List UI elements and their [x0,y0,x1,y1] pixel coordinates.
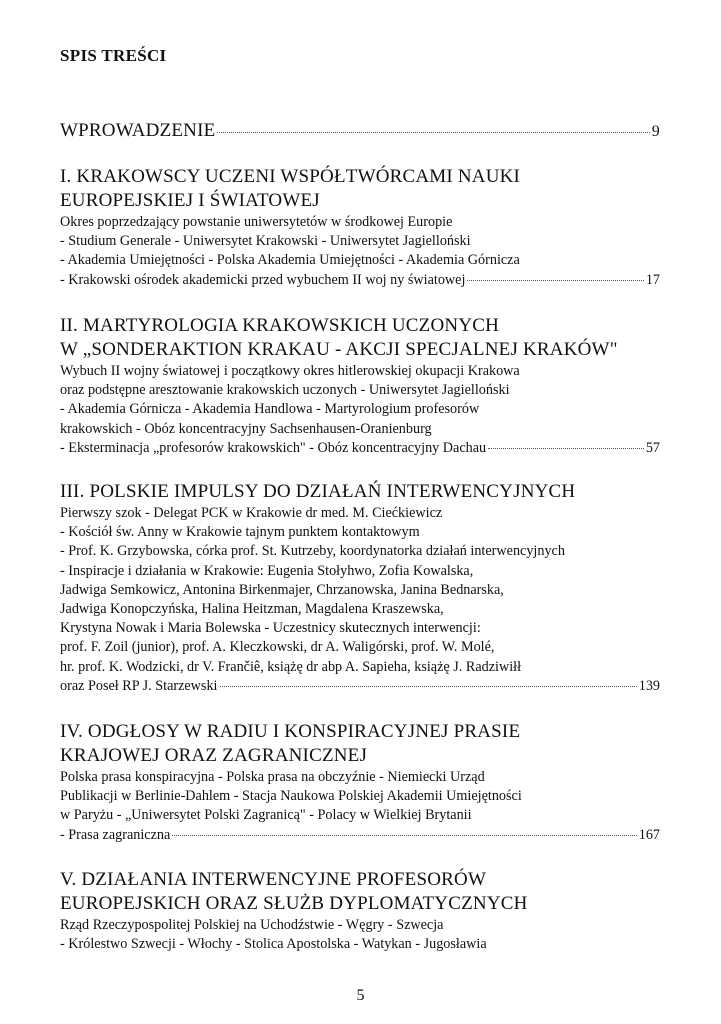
chapter-subtopics: Publikacji w Berlinie-Dahlem - Stacja Naukowa Polskiej Akademii Umiejętności [60,788,522,805]
dot-leader [217,132,649,133]
toc-entry-chapter-5 [60,868,660,954]
chapter-subtopics: - Studium Generale - Uniwersytet Krakowski - Uniwersytet Jagielloński [60,233,471,250]
chapter-subtopics: Jadwiga Semkowicz, Antonina Birkenmajer, Chrzanowska, Janina Bednarska, [60,581,504,598]
chapter-heading: EUROPEJSKICH ORAZ SŁUŻB DYPLOMATYCZNYCH [60,893,528,914]
toc-line [60,439,660,458]
page-footer-number: 5 [356,987,365,1004]
chapter-subtopics: - Prof. K. Grzybowska, córka prof. St. Kutrzeby, koordynatorka działań interwencyjnych [60,543,565,560]
toc-entry-chapter-3 [60,480,660,696]
chapter-subtopics: Wybuch II wojny światowej i początkowy okres hitlerowskiej okupacji Krakowa [60,363,520,379]
chapter-subtopics: prof. F. Zoil (junior), prof. A. Kleczkowski, dr A. Waligórski, prof. W. Molé, [60,639,495,656]
chapter-subtopics: oraz Poseł RP J. Starzewski [60,677,218,694]
chapter-subtopics: - Krakowski ośrodek akademicki przed wybuchem II woj ny światowej [60,271,466,288]
chapter-subtopics: Okres poprzedzający powstanie uniwersytetów w środkowej Europie [60,214,453,230]
chapter-subtopics: - Kościół św. Anny w Krakowie tajnym punktem kontaktowym [60,524,420,541]
chapter-subtopics: Rząd Rzeczypospolitej Polskiej na Uchodźstwie - Węgry - Szwecja [60,917,444,933]
toc-entry-chapter-2 [60,314,660,458]
chapter-heading: IV. ODGŁOSY W RADIU I KONSPIRACYJNEJ PRASIE [60,721,521,742]
toc-line [60,119,660,144]
toc-line [60,677,660,696]
page-number: 57 [645,439,660,456]
chapter-subtopics: oraz podstępne aresztowanie krakowskich uczonych - Uniwersytet Jagielloński [60,382,510,399]
toc-line [60,826,660,845]
intro-label: WPROWADZENIE [60,120,216,141]
chapter-heading: KRAJOWEJ ORAZ ZAGRANICZNEJ [60,745,368,766]
chapter-heading: III. POLSKIE IMPULSY DO DZIAŁAŃ INTERWENCYJNYCH [60,481,576,502]
toc-entry-chapter-1 [60,165,660,290]
chapter-heading: I. KRAKOWSCY UCZENI WSPÓŁTWÓRCAMI NAUKI [60,166,521,187]
chapter-subtopics: hr. prof. K. Wodzicki, dr V. Frančiê, książę dr abp A. Sapieha, książę J. Radziwiłł [60,658,522,675]
dot-leader [220,686,637,687]
chapter-subtopics: Jadwiga Konopczyńska, Halina Heitzman, Magdalena Kraszewska, [60,601,444,618]
chapter-subtopics: w Paryżu - „Uniwersytet Polski Zagranicą" - Polacy w Wielkiej Brytanii [60,807,472,824]
chapter-subtopics: Krystyna Nowak i Maria Bolewska - Uczestnicy skutecznych interwencji: [60,620,481,637]
chapter-subtopics: Pierwszy szok - Delegat PCK w Krakowie dr med. M. Ciećkiewicz [60,505,443,521]
chapter-subtopics: - Akademia Górnicza - Akademia Handlowa - Martyrologium profesorów [60,401,480,418]
chapter-subtopics: krakowskich - Obóz koncentracyjny Sachsenhausen-Oranienburg [60,420,432,437]
page-number: 167 [638,826,660,843]
dot-leader [467,280,643,281]
chapter-subtopics: - Inspiracje i działania w Krakowie: Eugenia Stołyhwo, Zofia Kowalska, [60,562,474,579]
page-title: SPIS TREŚCI [60,46,167,65]
toc-line [60,271,660,290]
chapter-heading: W „SONDERAKTION KRAKAU - AKCJI SPECJALNEJ KRAKÓW" [60,339,618,360]
page-number: 139 [638,677,660,694]
chapter-heading: EUROPEJSKIEJ I ŚWIATOWEJ [60,190,320,211]
toc-entry-intro [60,119,660,144]
chapter-subtopics: - Eksterminacja „profesorów krakowskich" - Obóz koncentracyjny Dachau [60,439,487,456]
chapter-heading: II. MARTYROLOGIA KRAKOWSKICH UCZONYCH [60,315,500,336]
chapter-subtopics: - Akademia Umiejętności - Polska Akademia Umiejętności - Akademia Górnicza [60,252,520,269]
chapter-heading: V. DZIAŁANIA INTERWENCYJNE PROFESORÓW [60,869,487,890]
page-number: 9 [651,123,660,140]
dot-leader [172,835,636,836]
page-number: 17 [645,271,660,288]
chapter-subtopics: Polska prasa konspiracyjna - Polska prasa na obczyźnie - Niemiecki Urząd [60,769,485,785]
chapter-subtopics: - Królestwo Szwecji - Włochy - Stolica Apostolska - Watykan - Jugosławia [60,936,487,953]
dot-leader [488,448,644,449]
toc-entry-chapter-4 [60,720,660,845]
chapter-subtopics: - Prasa zagraniczna [60,826,171,843]
